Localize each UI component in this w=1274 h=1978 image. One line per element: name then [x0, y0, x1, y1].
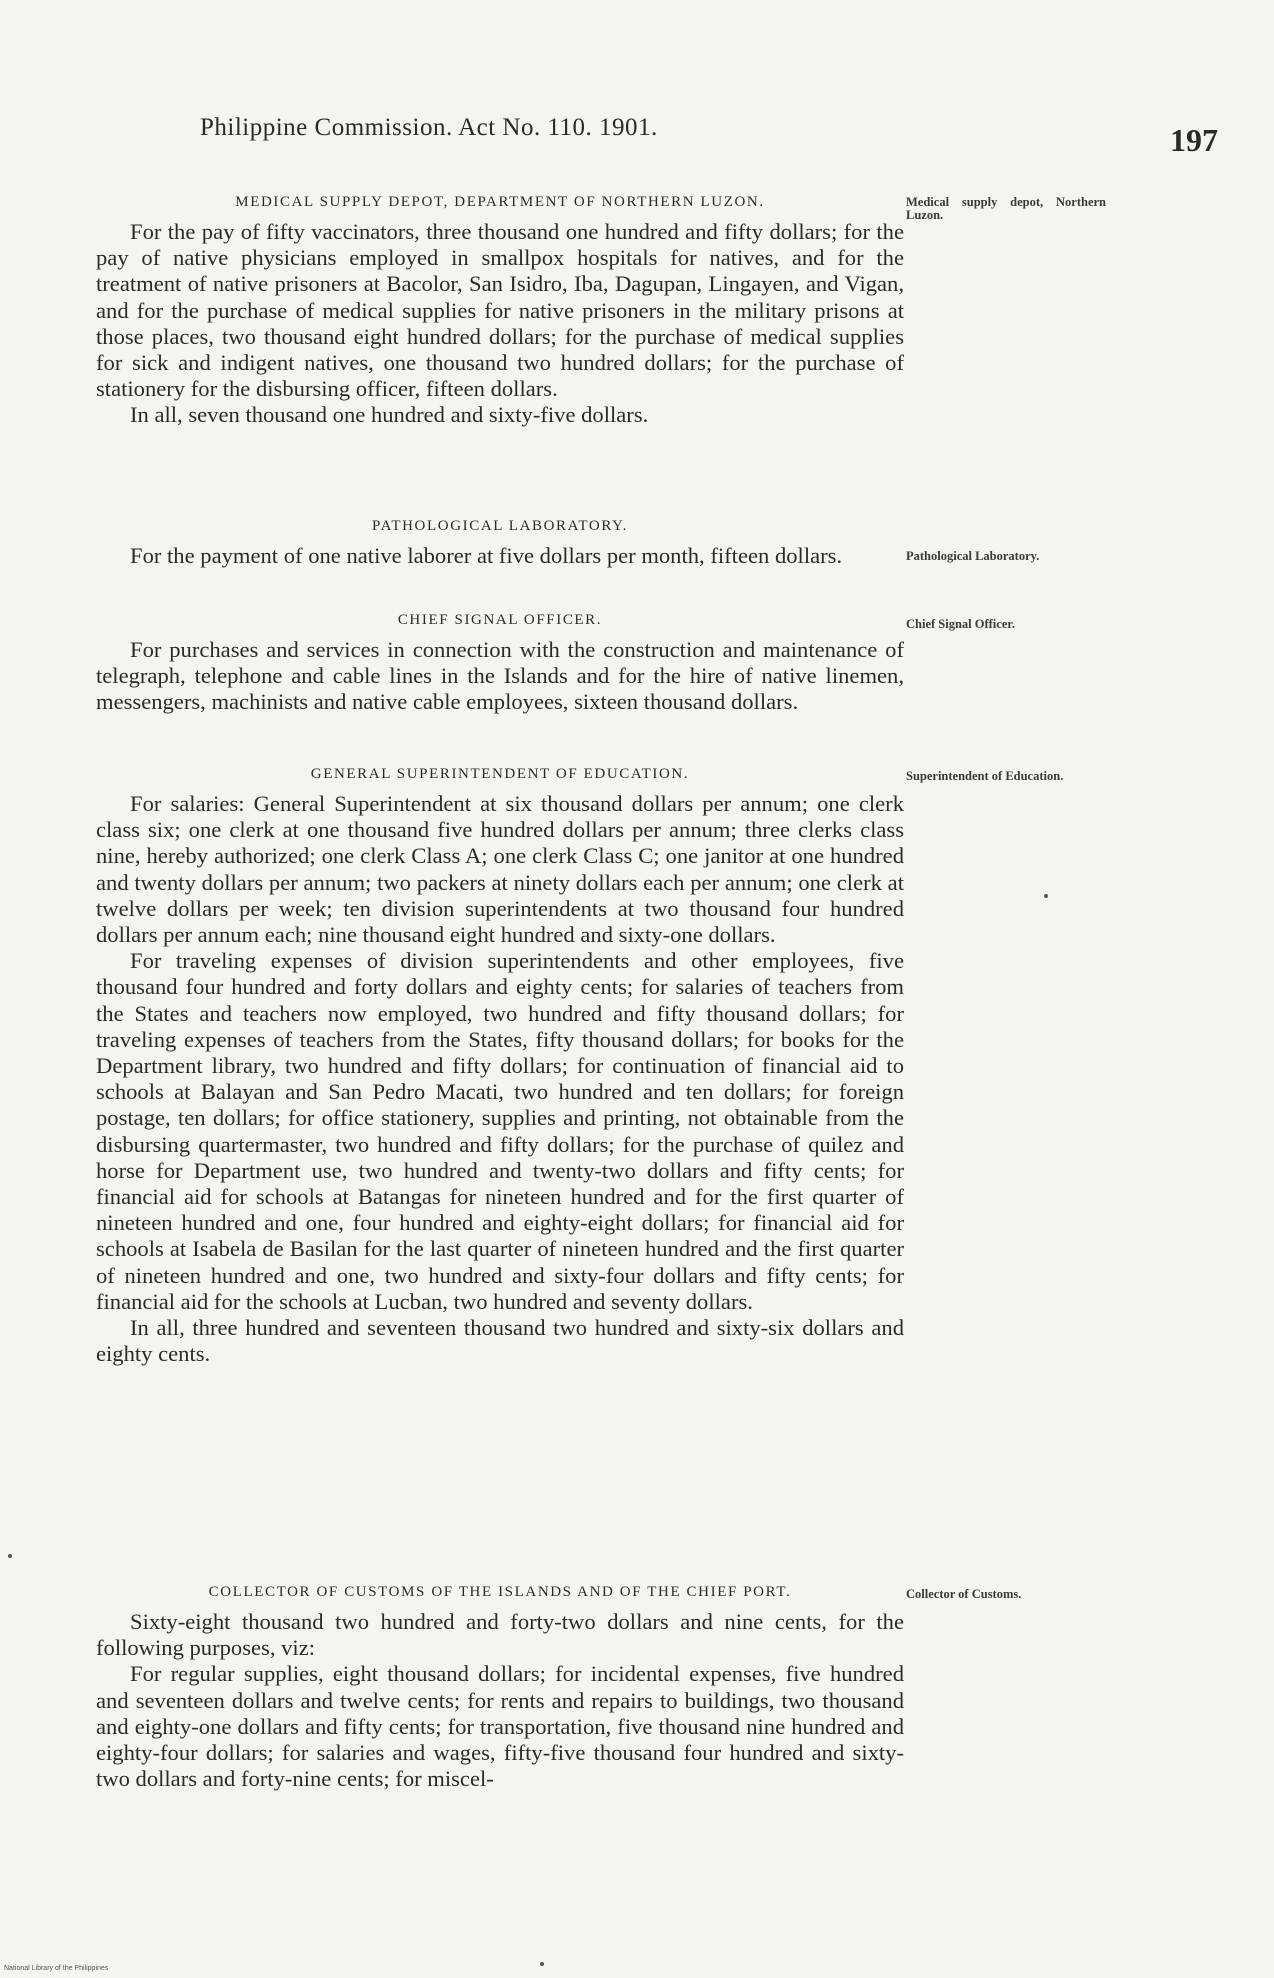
margin-note: Collector of Customs. [906, 1587, 1022, 1601]
footer-stamp: National Library of the Philippines [4, 1965, 109, 1972]
scan-speck [540, 1962, 544, 1966]
section-collector-of-customs [96, 1584, 904, 1792]
paragraph: For traveling expenses of division superintendents and other employees, five thousand four hundred and forty dollars and eighty cents; for salaries of teachers from the States and teachers now employed, two hundred and fifty thousand dollars; for traveling expenses of teachers from the States, fifty thousand dollars; for books for the Department library, two hundred and fifty dollars; for continuation of financial aid to schools at Balayan and San Pedro Macati, two hundred and ten dollars; for foreign postage, ten dollars; for office stationery, supplies and printing, not obtainable from the disbursing quartermaster, two hundred and fifty dollars; for the purchase of quilez and horse for Department use, two hundred and twenty-two dollars and fifty cents; for financial aid for schools at Batangas for nineteen hundred and for the first quarter of nineteen hundred and one, four hundred and eighty-eight dollars; for financial aid for schools at Isabela de Basilan for the last quarter of nineteen hundred and the first quarter of nineteen hundred and one, two hundred and sixty-four dollars and fifty cents; for financial aid for the schools at Lucban, two hundred and seventy dollars. [96, 948, 904, 1314]
section-heading: PATHOLOGICAL LABORATORY. [372, 518, 628, 534]
section-pathological-laboratory [96, 518, 904, 569]
paragraph-total: In all, seven thousand one hundred and sixty-five dollars. [130, 402, 649, 428]
paragraph: For salaries: General Superintendent at six thousand dollars per annum; one clerk class six; one clerk at one thousand five hundred dollars per annum; three clerks class nine, hereby authorized; one clerk Class A; one clerk Class C; one janitor at one hundred and twenty dollars per annum; two packers at ninety dollars each per annum; one clerk at twelve dollars per week; ten division superintendents at two thousand four hundred dollars per annum each; nine thousand eight hundred and sixty-one dollars. [96, 791, 904, 948]
margin-note: Chief Signal Officer. [906, 617, 1015, 631]
margin-note: Superintendent of Education. [906, 769, 1064, 783]
paragraph: For the payment of one native laborer at five dollars per month, fifteen dollars. [130, 543, 843, 568]
section-heading: GENERAL SUPERINTENDENT OF EDUCATION. [310, 766, 690, 782]
paragraph: Sixty-eight thousand two hundred and forty-two dollars and nine cents, for the following purposes, viz: [96, 1609, 904, 1661]
scan-speck [1044, 894, 1048, 898]
scan-speck [8, 1554, 12, 1558]
paragraph: For the pay of fifty vaccinators, three thousand one hundred and fifty dollars; for the pay of native physicians employed in smallpox hospitals for natives, and for the treatment of native prisoners at Bacolor, San Isidro, Iba, Dagupan, Lingayen, and Vigan, and for the purchase of medical supplies for native prisoners in the military prisons at those places, two thousand eight hundred dollars; for the purchase of medical supplies for sick and indigent natives, one thousand two hundred dollars; for the purchase of stationery for the disbursing officer, fifteen dollars. [96, 219, 904, 402]
section-chief-signal-officer [96, 612, 904, 716]
section-education [96, 766, 904, 1367]
margin-note: Pathological Laboratory. [906, 549, 1040, 563]
section-heading: MEDICAL SUPPLY DEPOT, DEPARTMENT OF NORTHERN LUZON. [235, 194, 765, 210]
paragraph-total: In all, three hundred and seventeen thousand two hundred and sixty-six dollars and eighty cents. [96, 1315, 904, 1367]
section-heading: COLLECTOR OF CUSTOMS OF THE ISLANDS AND OF THE CHIEF PORT. [208, 1584, 792, 1600]
running-head: Philippine Commission. Act No. 110. 1901. [200, 114, 658, 141]
section-heading: CHIEF SIGNAL OFFICER. [397, 612, 603, 628]
paragraph: For purchases and services in connection with the construction and maintenance of telegraph, telephone and cable lines in the Islands and for the hire of native linemen, messengers, machinists and native cable employees, sixteen thousand dollars. [96, 637, 904, 715]
page-number: 197 [1170, 122, 1218, 158]
section-medical-supply-depot [96, 194, 904, 429]
paragraph: For regular supplies, eight thousand dollars; for incidental expenses, five hundred and seventeen dollars and twelve cents; for rents and repairs to buildings, two thousand and eighty-one dollars and fifty cents; for transportation, five thousand nine hundred and eighty-four dollars; for salaries and wages, fifty-five thousand four hundred and sixty-two dollars and forty-nine cents; for miscel- [96, 1661, 904, 1792]
margin-note: Medical supply depot, Northern Luzon. [906, 195, 1106, 222]
